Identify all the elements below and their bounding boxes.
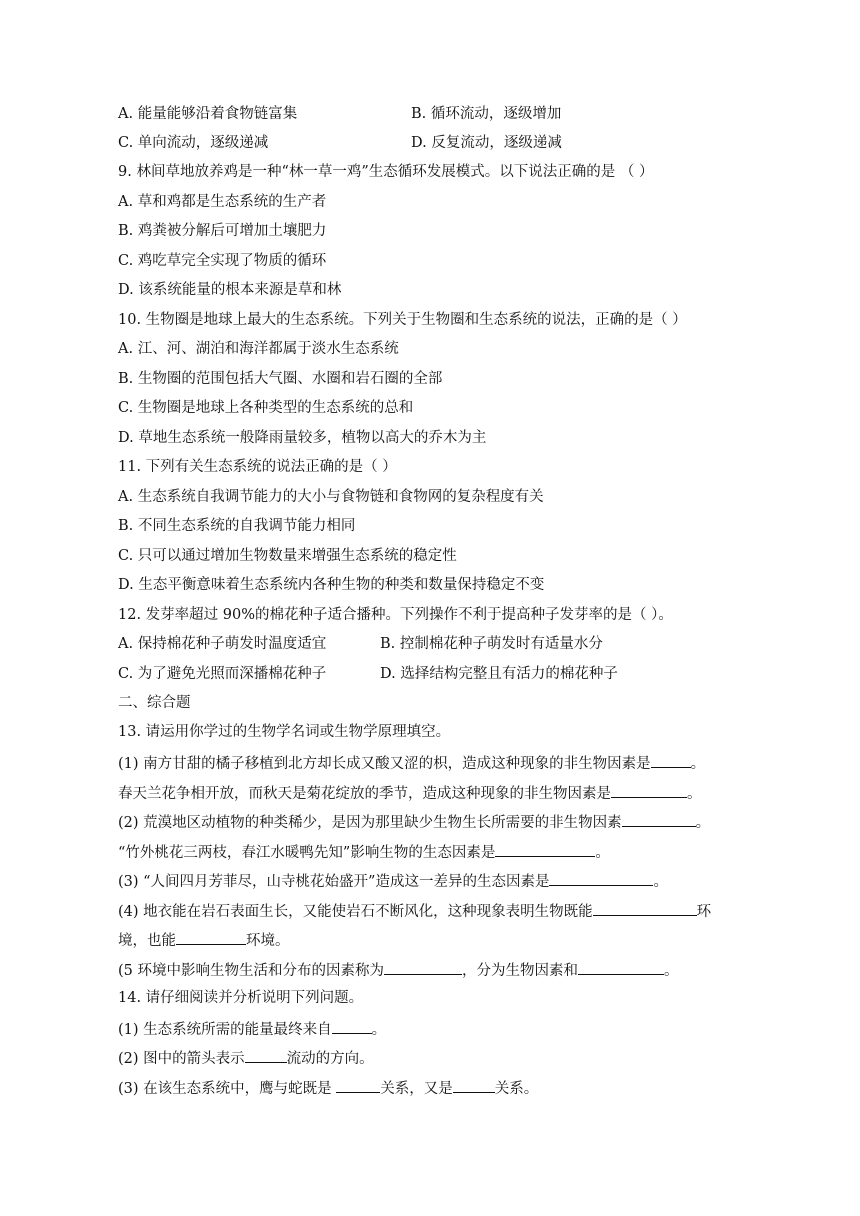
- q13-part2-line2: “竹外桃花三两枝，春江水暖鸭先知”影响生物的生态因素是 。: [118, 841, 610, 863]
- q13-part5-text: (5 环境中影响生物生活和分布的因素称为: [118, 963, 384, 979]
- q9-option-b: B. 鸡粪被分解后可增加土壤肥力: [118, 223, 327, 239]
- q13-part2-text: (2) 荒漠地区动植物的种类稀少，是因为那里缺少生物生长所需要的非生物因素: [118, 815, 622, 831]
- q14-part2-text: (2) 图中的箭头表示: [118, 1051, 245, 1067]
- answer-blank[interactable]: [593, 900, 697, 916]
- answer-blank[interactable]: [495, 841, 595, 857]
- q10-option-b: B. 生物圈的范围包括大气圈、水圈和岩石圈的全部: [118, 371, 443, 387]
- q14-part2: (2) 图中的箭头表示 流动的方向。: [118, 1047, 374, 1069]
- q13-part5: (5 环境中影响生物生活和分布的因素称为 ，分为生物因素和 。: [118, 959, 679, 981]
- q12-option-b: B. 控制棉花种子萌发时有适量水分: [380, 636, 603, 652]
- q13-part2b-text: “竹外桃花三两枝，春江水暖鸭先知”影响生物的生态因素是: [118, 845, 496, 861]
- q11-stem: 11. 下列有关生态系统的说法正确的是（ ）: [118, 459, 397, 475]
- q9-option-a: A. 草和鸡都是生态系统的生产者: [118, 194, 327, 210]
- q11-option-b: B. 不同生态系统的自我调节能力相同: [118, 518, 356, 534]
- answer-blank[interactable]: [332, 1018, 372, 1034]
- q13-part1-line1: (1) 南方甘甜的橘子移植到北方却长成又酸又涩的枳，造成这种现象的非生物因素是 。: [118, 752, 705, 774]
- q13-part1-line2: 春天兰花争相开放，而秋天是菊花绽放的季节，造成这种现象的非生物因素是 。: [118, 782, 702, 804]
- answer-blank[interactable]: [549, 870, 653, 886]
- q10-option-d: D. 草地生态系统一般降雨量较多，植物以高大的乔木为主: [118, 430, 487, 446]
- q9-option-d: D. 该系统能量的根本来源是草和林: [118, 282, 342, 298]
- q10-option-a: A. 江、河、湖泊和海洋都属于淡水生态系统: [118, 341, 399, 357]
- answer-blank[interactable]: [453, 1077, 495, 1093]
- answer-blank[interactable]: [578, 959, 664, 975]
- answer-blank[interactable]: [611, 782, 687, 798]
- answer-blank[interactable]: [245, 1047, 287, 1063]
- q10-stem: 10. 生物圈是地球上最大的生态系统。下列关于生物圈和生态系统的说法，正确的是（ ）: [118, 312, 687, 328]
- q13-stem: 13. 请运用你学过的生物学名词或生物学原理填空。: [118, 724, 451, 740]
- q14-part3-text: (3) 在该生态系统中，鹰与蛇既是: [118, 1081, 337, 1097]
- answer-blank[interactable]: [651, 752, 691, 768]
- q9-stem: 9. 林间草地放养鸡是一种“林一草一鸡”生态循环发展模式。以下说法正确的是 （ ）: [118, 164, 654, 180]
- q8-option-a: A. 能量能够沿着食物链富集: [118, 106, 298, 122]
- q14-part1: (1) 生态系统所需的能量最终来自 。: [118, 1018, 386, 1040]
- q8-option-b: B. 循环流动，逐级增加: [411, 106, 562, 122]
- q8-option-d: D. 反复流动，逐级递减: [411, 135, 562, 151]
- q14-stem: 14. 请仔细阅读并分析说明下列问题。: [118, 990, 364, 1006]
- q12-option-a: A. 保持棉花种子萌发时温度适宜: [118, 636, 327, 652]
- q11-option-d: D. 生态平衡意味着生态系统内各种生物的种类和数量保持稳定不变: [118, 577, 545, 593]
- q13-part1b-text: 春天兰花争相开放，而秋天是菊花绽放的季节，造成这种现象的非生物因素是: [118, 786, 611, 802]
- q12-option-c: C. 为了避免光照而深播棉花种子: [118, 666, 327, 682]
- q13-part4-line2: 境，也能 环境。: [118, 929, 290, 951]
- q11-option-c: C. 只可以通过增加生物数量来增强生态系统的稳定性: [118, 548, 457, 564]
- answer-blank[interactable]: [384, 959, 462, 975]
- q13-part3-text: (3) “人间四月芳菲尽，山寺桃花始盛开”造成这一差异的生态因素是: [118, 874, 550, 890]
- q13-part1-text: (1) 南方甘甜的橘子移植到北方却长成又酸又涩的枳，造成这种现象的非生物因素是: [118, 756, 651, 772]
- section-heading: 二、综合题: [118, 695, 191, 711]
- q12-stem: 12. 发芽率超过 90%的棉花种子适合播种。下列操作不利于提高种子发芽率的是（ ）。: [118, 607, 673, 623]
- q10-option-c: C. 生物圈是地球上各种类型的生态系统的总和: [118, 400, 414, 416]
- q8-option-c: C. 单向流动，逐级递减: [118, 135, 269, 151]
- q13-part4-text: (4) 地衣能在岩石表面生长，又能使岩石不断风化，这种现象表明生物既能: [118, 904, 593, 920]
- answer-blank[interactable]: [176, 929, 246, 945]
- q12-option-d: D. 选择结构完整且有活力的棉花种子: [380, 666, 618, 682]
- q13-part2-line1: (2) 荒漠地区动植物的种类稀少，是因为那里缺少生物生长所需要的非生物因素 。: [118, 811, 710, 833]
- q9-option-c: C. 鸡吃草完全实现了物质的循环: [118, 253, 327, 269]
- answer-blank[interactable]: [622, 811, 696, 827]
- q14-part3: (3) 在该生态系统中，鹰与蛇既是 关系，又是 关系。: [118, 1077, 538, 1099]
- q11-option-a: A. 生态系统自我调节能力的大小与食物链和食物网的复杂程度有关: [118, 489, 544, 505]
- q13-part4-line1: (4) 地衣能在岩石表面生长，又能使岩石不断风化，这种现象表明生物既能 环: [118, 900, 711, 922]
- q14-part1-text: (1) 生态系统所需的能量最终来自: [118, 1022, 332, 1038]
- q13-part3: (3) “人间四月芳菲尽，山寺桃花始盛开”造成这一差异的生态因素是 。: [118, 870, 668, 892]
- q13-part4b-text: 境，也能: [118, 933, 176, 949]
- answer-blank[interactable]: [336, 1077, 380, 1093]
